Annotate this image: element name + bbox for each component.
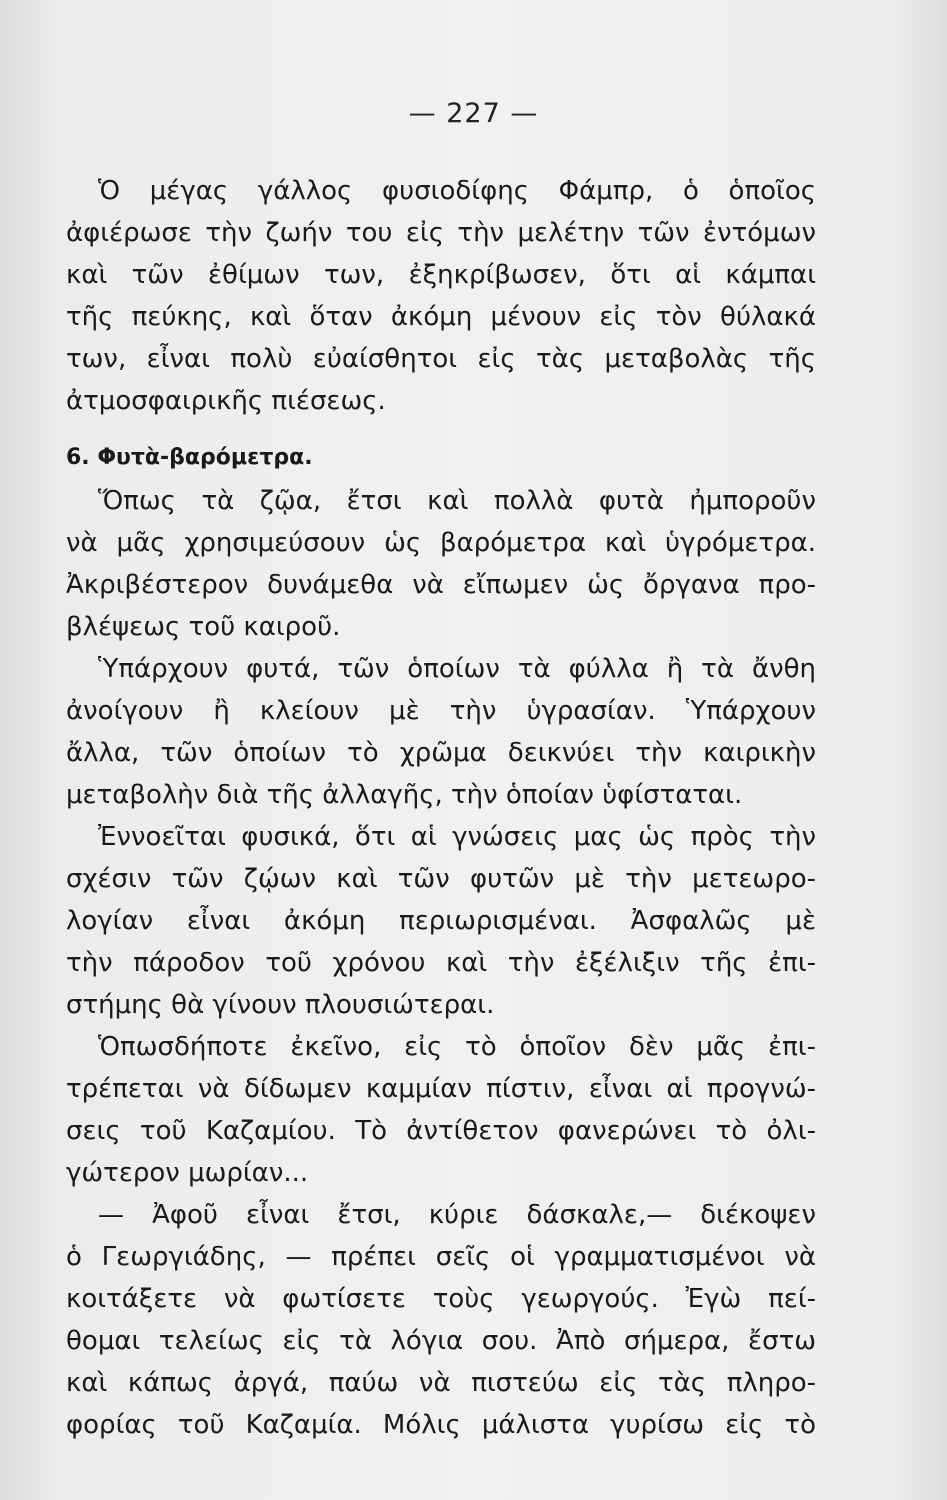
text-line: τρέπεται νὰ δίδωμεν καμμίαν πίστιν, εἶναι αἱ προγνώ-	[66, 1074, 816, 1104]
paragraph-knowledge	[66, 816, 816, 1026]
text-line: ὁ Γεωργιάδης, — πρέπει σεῖς οἱ γραμματισμένοι νὰ	[66, 1242, 816, 1272]
paragraph-almanac	[66, 1026, 816, 1194]
text-line: τὴν πάροδον τοῦ χρόνου καὶ τὴν ἐξέλιξιν τῆς ἐπι-	[66, 948, 816, 978]
text-line: μεταβολὴν διὰ τῆς ἀλλαγῆς, τὴν ὁποίαν ὑφίσταται.	[66, 780, 743, 810]
text-line: κοιτάξετε νὰ φωτίσετε τοὺς γεωργούς. Ἐγὼ πεί-	[66, 1284, 816, 1314]
text-line: Ὅπως τὰ ζῷα, ἔτσι καὶ πολλὰ φυτὰ ἠμποροῦν	[98, 486, 816, 516]
text-line: Ἐννοεῖται φυσικά, ὅτι αἱ γνώσεις μας ὡς πρὸς τὴν	[98, 822, 816, 852]
text-line: των, εἶναι πολὺ εὐαίσθητοι εἰς τὰς μεταβολὰς τῆς	[66, 344, 816, 374]
paragraph-leaves-flowers	[66, 648, 816, 816]
text-line: ἀφιέρωσε τὴν ζωήν του εἰς τὴν μελέτην τῶν ἐντόμων	[66, 218, 816, 248]
text-line: σχέσιν τῶν ζῴων καὶ τῶν φυτῶν μὲ τὴν μετεωρο-	[66, 864, 816, 894]
paragraph-fabre	[66, 170, 816, 422]
paragraph-dialogue	[66, 1194, 816, 1446]
text-line: γώτερον μωρίαν...	[66, 1158, 309, 1188]
text-line: καὶ κάπως ἀργά, παύω νὰ πιστεύω εἰς τὰς πληρο-	[66, 1368, 816, 1398]
text-line: θομαι τελείως εἰς τὰ λόγια σου. Ἀπὸ σήμερα, ἔστω	[66, 1326, 816, 1356]
text-line: ἀτμοσφαιρικῆς πιέσεως.	[66, 386, 386, 416]
text-line: σεις τοῦ Καζαμίου. Τὸ ἀντίθετον φανερώνει τὸ ὀλι-	[66, 1116, 816, 1146]
text-line: Ὁπωσδήποτε ἐκεῖνο, εἰς τὸ ὁποῖον δὲν μᾶς ἐπι-	[98, 1032, 816, 1062]
text-line: Ὑπάρχουν φυτά, τῶν ὁποίων τὰ φύλλα ἢ τὰ ἄνθη	[98, 654, 816, 684]
text-line: ἀνοίγουν ἢ κλείουν μὲ τὴν ὑγρασίαν. Ὑπάρχουν	[66, 696, 816, 726]
text-line: φορίας τοῦ Καζαμία. Μόλις μάλιστα γυρίσω εἰς τὸ	[66, 1410, 816, 1440]
text-line: λογίαν εἶναι ἀκόμη περιωρισμέναι. Ἀσφαλῶς μὲ	[66, 906, 816, 936]
text-line: βλέψεως τοῦ καιροῦ.	[66, 612, 341, 642]
text-line: στήμης θὰ γίνουν πλουσιώτεραι.	[66, 990, 495, 1020]
text-line: καὶ τῶν ἐθίμων των, ἐξηκρίβωσεν, ὅτι αἱ κάμπαι	[66, 260, 816, 290]
text-line: νὰ μᾶς χρησιμεύσουν ὡς βαρόμετρα καὶ ὑγρόμετρα.	[66, 528, 816, 558]
page-number: — 227 —	[408, 98, 539, 129]
text-line: τῆς πεύκης, καὶ ὅταν ἀκόμη μένουν εἰς τὸν θύλακά	[66, 302, 816, 332]
text-line: Ἀκριβέστερον δυνάμεθα νὰ εἴπωμεν ὡς ὄργανα προ-	[66, 570, 816, 600]
body-text	[66, 170, 816, 1446]
text-line: — Ἀφοῦ εἶναι ἔτσι, κύριε δάσκαλε,— διέκοψεν	[98, 1200, 816, 1230]
paragraph-plants-barometers	[66, 480, 816, 648]
section-heading: 6. Φυτὰ-βαρόμετρα.	[66, 445, 313, 470]
text-line: ἄλλα, τῶν ὁποίων τὸ χρῶμα δεικνύει τὴν καιρικὴν	[66, 738, 816, 768]
text-line: Ὁ μέγας γάλλος φυσιοδίφης Φάμπρ, ὁ ὁποῖος	[98, 176, 816, 206]
